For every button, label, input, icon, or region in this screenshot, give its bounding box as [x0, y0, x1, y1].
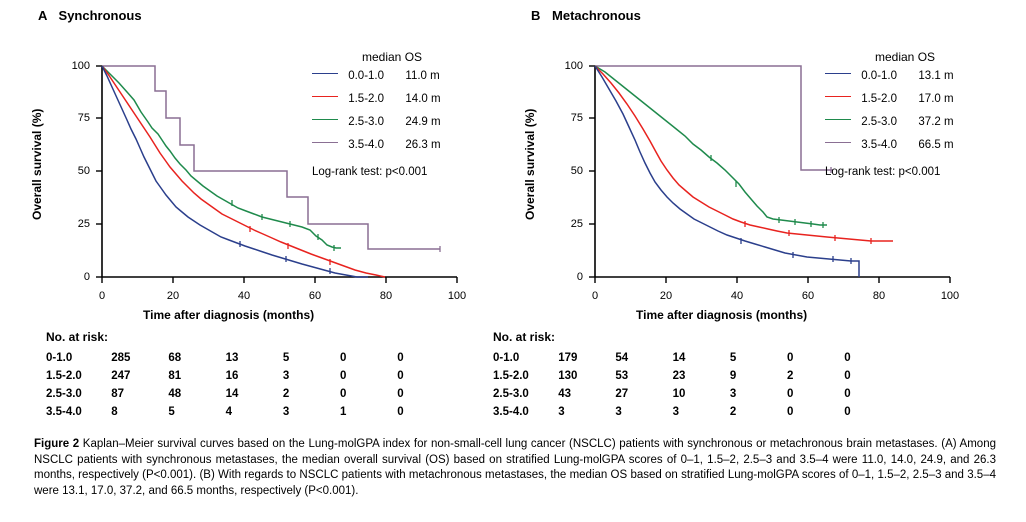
panel-b-legend-label-2: 2.5-3.0 — [861, 116, 898, 128]
risk-value: 0 — [340, 370, 347, 382]
panel-a-ytick-75: 75 — [77, 112, 90, 124]
panel-b-risk-title: No. at risk: — [493, 330, 556, 344]
risk-value: 48 — [168, 388, 182, 400]
panel-metachronous — [493, 0, 1026, 420]
panel-a-legend-value-1: 14.0 m — [405, 93, 441, 105]
risk-value: 2 — [282, 388, 290, 400]
panel-b-legend-value-2: 37.2 m — [918, 116, 954, 128]
panel-b-risk-row-3 — [493, 406, 898, 418]
legend-swatch-g4 — [825, 142, 851, 143]
risk-value: 0 — [787, 352, 794, 364]
panel-b-xtick-100: 100 — [940, 290, 960, 302]
panel-a-legend-value-3: 26.3 m — [405, 139, 441, 151]
panel-b-x-axis-label: Time after diagnosis (months) — [636, 308, 808, 322]
panel-b-ytick-100: 100 — [564, 60, 583, 72]
panel-a-legend-item-2 — [312, 116, 441, 128]
panel-b-ytick-0: 0 — [576, 271, 583, 283]
risk-value: 0 — [340, 388, 347, 400]
risk-value: 3 — [729, 388, 737, 400]
risk-value: 3 — [282, 406, 290, 418]
panel-b-legend-label-0: 0.0-1.0 — [861, 70, 898, 82]
risk-group-label: 1.5-2.0 — [46, 370, 82, 382]
panel-a-legend-label-2: 2.5-3.0 — [348, 116, 385, 128]
panel-a-ytick-50: 50 — [77, 165, 90, 177]
panel-b-legend-label-1: 1.5-2.0 — [861, 93, 898, 105]
risk-value: 9 — [729, 370, 737, 382]
risk-value: 4 — [225, 406, 233, 418]
panel-a-logrank: Log-rank test: p<0.001 — [312, 166, 428, 178]
risk-value: 14 — [225, 388, 239, 400]
panel-a-legend-label-1: 1.5-2.0 — [348, 93, 385, 105]
panel-b-xtick-0: 0 — [591, 290, 599, 302]
risk-value: 5 — [729, 352, 737, 364]
risk-value: 1 — [340, 406, 347, 418]
risk-value: 0 — [397, 370, 404, 382]
risk-value: 27 — [615, 388, 629, 400]
panel-b-legend-title: median OS — [875, 50, 936, 64]
legend-swatch-g2 — [312, 96, 338, 97]
panel-a-title-text: Synchronous — [58, 8, 142, 23]
panel-b-letter: B — [531, 8, 541, 23]
panel-b-ytick-25: 25 — [570, 218, 583, 230]
panel-a-legend-label-0: 0.0-1.0 — [348, 70, 385, 82]
panel-a-xtick-100: 100 — [447, 290, 467, 302]
panel-a-ytick-25: 25 — [77, 218, 90, 230]
risk-value: 0 — [397, 388, 404, 400]
panel-a-risk-row-1 — [46, 370, 451, 382]
risk-value: 43 — [558, 388, 571, 400]
risk-value: 5 — [168, 406, 175, 418]
panel-a-risk-title: No. at risk: — [46, 330, 109, 344]
risk-value: 0 — [844, 388, 851, 400]
figure-caption — [34, 437, 996, 499]
risk-value: 0 — [787, 388, 794, 400]
panel-b-legend-item-2 — [825, 116, 954, 128]
panel-synchronous — [0, 0, 513, 420]
risk-value: 68 — [168, 352, 182, 364]
panel-a-risk-row-2 — [46, 388, 451, 400]
panel-a-xtick-40: 40 — [237, 290, 251, 302]
panel-a-xtick-0: 0 — [98, 290, 106, 302]
panel-b-legend-item-0 — [825, 70, 954, 82]
risk-value: 81 — [168, 370, 182, 382]
risk-value: 0 — [844, 370, 851, 382]
risk-value: 5 — [282, 352, 290, 364]
risk-value: 16 — [225, 370, 239, 382]
risk-value: 53 — [615, 370, 629, 382]
risk-group-label: 3.5-4.0 — [46, 406, 82, 418]
panel-b-legend-label-3: 3.5-4.0 — [861, 139, 898, 151]
risk-value: 0 — [397, 406, 404, 418]
risk-group-label: 2.5-3.0 — [493, 388, 529, 400]
risk-value: 3 — [282, 370, 290, 382]
panel-b-ytick-75: 75 — [570, 112, 583, 124]
risk-value: 0 — [340, 352, 347, 364]
risk-value: 179 — [558, 352, 578, 364]
panel-b-legend-value-0: 13.1 m — [918, 70, 954, 82]
risk-value: 3 — [558, 406, 565, 418]
panel-b-xtick-20: 20 — [659, 290, 673, 302]
panel-b-risk-row-1 — [493, 370, 898, 382]
panel-b-xtick-60: 60 — [801, 290, 815, 302]
risk-value: 8 — [111, 406, 118, 418]
panel-a-legend-label-3: 3.5-4.0 — [348, 139, 385, 151]
panel-a-legend-value-0: 11.0 m — [405, 70, 440, 82]
panel-a-xtick-60: 60 — [308, 290, 322, 302]
risk-value: 13 — [225, 352, 239, 364]
panel-a-xtick-20: 20 — [166, 290, 180, 302]
panel-a-ytick-0: 0 — [83, 271, 90, 283]
legend-swatch-g3 — [825, 119, 851, 120]
risk-group-label: 2.5-3.0 — [46, 388, 82, 400]
risk-value: 10 — [672, 388, 686, 400]
figure-caption-text: Kaplan–Meier survival curves based on the Lung-molGPA index for non-small-cell lung cancer (NSCLC) patients with synchronous or metachronous brain metastases. (A) Among NSCLC patients with synchronous metastases, the median overall survival (OS) based on stratified Lung-molGPA scores of 0–1, 1.5–2, 2.5–3 and 3.5–4 were 11.0, 14.0, 24.9, and 26.3 months, respectively (P<0.001). (B) With regards to NSCLC patients with metachronous metastases, the median OS based on stratified Lung-molGPA scores of 0–1, 1.5–2, 2.5–3 and 3.5–4 were 13.1, 17.0, 37.2, and 66.5 months, respectively (P<0.001). — [34, 438, 996, 497]
risk-value: 0 — [787, 406, 794, 418]
panel-a-legend-item-3 — [312, 139, 441, 151]
panel-a-risk-row-0 — [46, 352, 451, 364]
panel-a-risk-row-3 — [46, 406, 451, 418]
legend-swatch-g1 — [312, 73, 338, 74]
risk-group-label: 0-1.0 — [493, 352, 520, 364]
legend-swatch-g1 — [825, 73, 851, 74]
risk-value: 23 — [672, 370, 686, 382]
risk-group-label: 1.5-2.0 — [493, 370, 529, 382]
figure-caption-label: Figure 2 — [34, 438, 80, 450]
legend-swatch-g4 — [312, 142, 338, 143]
legend-swatch-g3 — [312, 119, 338, 120]
panel-a-letter: A — [38, 8, 47, 23]
panel-a-x-axis-label: Time after diagnosis (months) — [143, 308, 315, 322]
risk-value: 2 — [729, 406, 737, 418]
panel-b-risk-row-0 — [493, 352, 898, 364]
panel-b-xtick-40: 40 — [730, 290, 744, 302]
panel-b-legend-value-1: 17.0 m — [918, 93, 954, 105]
risk-group-label: 0-1.0 — [46, 352, 73, 364]
panel-b-y-axis-label: Overall survival (%) — [523, 108, 537, 220]
panel-a-legend-value-2: 24.9 m — [405, 116, 441, 128]
risk-value: 14 — [672, 352, 686, 364]
risk-value: 0 — [397, 352, 404, 364]
risk-value: 87 — [111, 388, 124, 400]
legend-swatch-g2 — [825, 96, 851, 97]
panel-b-title-text: Metachronous — [552, 8, 641, 23]
panel-b-legend-value-3: 66.5 m — [918, 139, 954, 151]
panel-a-xtick-80: 80 — [379, 290, 393, 302]
panel-a-legend-title: median OS — [362, 50, 423, 64]
risk-value: 130 — [558, 370, 578, 382]
panel-a-legend-item-1 — [312, 93, 441, 105]
risk-value: 0 — [844, 352, 851, 364]
risk-value: 54 — [615, 352, 629, 364]
panel-b-xtick-80: 80 — [872, 290, 886, 302]
risk-value: 285 — [111, 352, 131, 364]
risk-value: 2 — [787, 370, 794, 382]
risk-value: 3 — [615, 406, 622, 418]
risk-value: 3 — [672, 406, 680, 418]
panel-b-ytick-50: 50 — [570, 165, 583, 177]
panel-a-ytick-100: 100 — [71, 60, 90, 72]
risk-value: 0 — [844, 406, 851, 418]
panel-a-legend-item-0 — [312, 70, 440, 82]
risk-value: 247 — [111, 370, 131, 382]
panel-b-risk-row-2 — [493, 388, 898, 400]
panel-a-y-axis-label: Overall survival (%) — [30, 108, 44, 220]
risk-group-label: 3.5-4.0 — [493, 406, 529, 418]
panel-b-logrank: Log-rank test: p<0.001 — [825, 166, 941, 178]
panel-b-legend-item-1 — [825, 93, 954, 105]
panel-b-legend-item-3 — [825, 139, 954, 151]
